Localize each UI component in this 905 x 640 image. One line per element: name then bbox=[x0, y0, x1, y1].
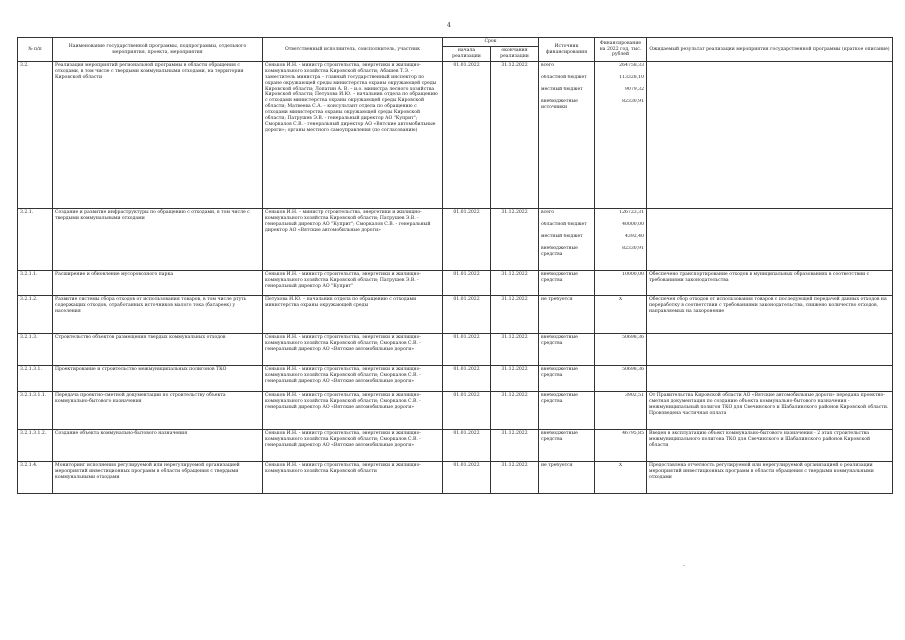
stray-mark: · bbox=[683, 563, 685, 570]
amount-list bbox=[597, 335, 644, 345]
source-label: не требуется bbox=[541, 463, 573, 468]
row-sources bbox=[539, 296, 595, 334]
row-end-date: 31.12.2022 bbox=[491, 296, 539, 334]
source-amount: 3902,51 bbox=[625, 393, 644, 398]
row-result: Предоставлена отчетность регулируемой или нерегулируемой организацией о реализации мероприятий инвестиционных программ в области обращения с твердыми коммунальными отходами bbox=[647, 462, 893, 494]
source-amount: 113328,10 bbox=[619, 75, 644, 80]
row-name: Создание и развитие инфраструктуры по обращению с отходами, в том числе с твердыми коммунальными отходами bbox=[53, 209, 263, 271]
source-amount: 82330,91 bbox=[622, 99, 644, 104]
row-amounts bbox=[595, 462, 647, 494]
source-amount: 4392,40 bbox=[625, 234, 644, 239]
source-amount: 82330,91 bbox=[622, 246, 644, 251]
source-label: внебюджетные средства bbox=[541, 367, 578, 378]
source-label: всего bbox=[541, 210, 555, 215]
source-label: всего bbox=[541, 63, 555, 68]
row-amounts bbox=[595, 296, 647, 334]
table-row bbox=[18, 430, 893, 462]
amount-list bbox=[597, 431, 644, 441]
row-start-date: 01.01.2022 bbox=[443, 366, 491, 392]
row-executor: Сеньков И.Н. - министр строительства, энергетики и жилищно-коммунального хозяйства Кировской области; Сморкалов С.В. - генеральный директор АО «Вятские автомобильные дороги» bbox=[263, 366, 443, 392]
row-amounts bbox=[595, 334, 647, 366]
header-result: Ожидаемый результат реализации мероприятия государственной программы (краткое описание) bbox=[647, 38, 893, 62]
amount-list bbox=[597, 463, 644, 473]
source-amount: Х bbox=[618, 297, 623, 302]
program-table bbox=[17, 37, 893, 494]
row-amounts bbox=[595, 392, 647, 430]
row-number: 3.2.1.3.1.1. bbox=[18, 392, 53, 430]
row-result: Введен в эксплуатацию объект коммунально-бытового назначения - 2 этап строительства межмуниципального полигона ТКО для Свечинского и Шабалинского районов Кировской области bbox=[647, 430, 893, 462]
row-number: 3.2.1. bbox=[18, 209, 53, 271]
amount-list bbox=[597, 63, 644, 111]
row-name: Строительство объектов размещения твердых коммунальных отходов bbox=[53, 334, 263, 366]
amount-list bbox=[597, 297, 644, 307]
table-row bbox=[18, 366, 893, 392]
row-executor: Сеньков И.Н. - министр строительства, энергетики и жилищно-коммунального хозяйства Кировской области; Патрушев Э.В. - генеральный директор АО "Куприт" bbox=[263, 271, 443, 296]
row-name: Создание объекта коммунально-бытового назначения bbox=[53, 430, 263, 462]
source-label: внебюджетные источники bbox=[541, 99, 578, 110]
header-name: Наименование государственной программы, подпрограммы, отдельного мероприятия, проекта, мероприятия bbox=[53, 38, 263, 62]
source-list bbox=[541, 367, 592, 381]
table-row bbox=[18, 62, 893, 209]
row-number: 3.2.1.1. bbox=[18, 271, 53, 296]
row-sources bbox=[539, 209, 595, 271]
header-source: Источник финансирования bbox=[539, 38, 595, 62]
row-amounts bbox=[595, 430, 647, 462]
header-end: окончания реализации bbox=[491, 47, 539, 62]
row-amounts bbox=[595, 62, 647, 209]
source-label: областной бюджет bbox=[541, 75, 587, 80]
row-end-date: 31.12.2022 bbox=[491, 334, 539, 366]
source-amount: 10000,00 bbox=[622, 272, 644, 277]
amount-list bbox=[597, 272, 644, 282]
source-list bbox=[541, 393, 592, 407]
amount-list bbox=[597, 367, 644, 377]
row-executor: Петухова И.Ю. – начальник отдела по обращению с отходами министерства охраны окружающей среды bbox=[263, 296, 443, 334]
row-start-date: 01.01.2022 bbox=[443, 430, 491, 462]
source-amount: Х bbox=[618, 463, 623, 468]
row-name: Расширение и обновление мусоровозного парка bbox=[53, 271, 263, 296]
row-result bbox=[647, 209, 893, 271]
row-end-date: 31.12.2022 bbox=[491, 430, 539, 462]
row-start-date: 01.01.2022 bbox=[443, 62, 491, 209]
source-amount: 40000,00 bbox=[622, 222, 644, 227]
header-num: № п/п bbox=[18, 38, 53, 62]
table-body bbox=[18, 62, 893, 494]
table-row bbox=[18, 271, 893, 296]
row-number: 3.2.1.3.1.2. bbox=[18, 430, 53, 462]
row-result bbox=[647, 62, 893, 209]
source-list bbox=[541, 210, 592, 260]
row-executor: Сеньков И.Н. - министр строительства, энергетики и жилищно-коммунального хозяйства Кировской области; Абашев Т.Э. - заместитель министра – главный государственный инспектор по охране окружающей среды министерства охраны окружающей среды Кировской области; Лопатин А. В. – и.о. министра лесного хозяйства Кировской области; Петухова И.Ю. – начальник отдела по обращению с отходами министерства охраны окружающей среды Кировской области; Матвеева С.А. – консультант отдела по обращению с отходами министерства охраны окружающей среды Кировской области; Патрушев Э.В. - генеральный директор АО "Куприт"; Сморкалов С.В. - генеральный директор АО «Вятские автомобильные дороги»; органы местного самоуправления (по согласованию) bbox=[263, 62, 443, 209]
row-end-date: 31.12.2022 bbox=[491, 209, 539, 271]
row-number: 3.2.1.3.1. bbox=[18, 366, 53, 392]
source-label: внебюджетные средства bbox=[541, 246, 578, 257]
source-label: внебюджетные средства bbox=[541, 335, 578, 346]
row-end-date: 31.12.2022 bbox=[491, 392, 539, 430]
source-amount: 264758,33 bbox=[619, 63, 644, 68]
row-end-date: 31.12.2022 bbox=[491, 271, 539, 296]
source-list bbox=[541, 63, 592, 113]
row-executor: Сеньков И.Н. - министр строительства, энергетики и жилищно-коммунального хозяйства Кировской области; Сморкалов С.В. - генеральный директор АО «Вятские автомобильные дороги» bbox=[263, 392, 443, 430]
row-sources bbox=[539, 271, 595, 296]
row-name: Мониторинг исполнения регулируемой или нерегулируемой организацией мероприятий инвестиционных программ в области обращения с твердыми коммунальными отходами bbox=[53, 462, 263, 494]
row-start-date: 01.01.2022 bbox=[443, 296, 491, 334]
row-end-date: 31.12.2022 bbox=[491, 62, 539, 209]
source-label: местный бюджет bbox=[541, 87, 583, 92]
row-number: 3.2.1.2. bbox=[18, 296, 53, 334]
row-number: 3.2. bbox=[18, 62, 53, 209]
source-list bbox=[541, 463, 592, 473]
row-start-date: 01.01.2022 bbox=[443, 462, 491, 494]
source-label: внебюджетные средства bbox=[541, 393, 578, 404]
row-sources bbox=[539, 366, 595, 392]
row-result bbox=[647, 366, 893, 392]
source-label: областной бюджет bbox=[541, 222, 587, 227]
header-amount: Финансирование на 2022 год, тыс. рублей bbox=[595, 38, 647, 62]
row-sources bbox=[539, 62, 595, 209]
header-executor: Ответственный исполнитель, соисполнитель, участник bbox=[263, 38, 443, 62]
header-term: Срок bbox=[443, 38, 539, 47]
source-label: внебюджетные средства bbox=[541, 431, 578, 442]
table-row bbox=[18, 462, 893, 494]
table-row bbox=[18, 296, 893, 334]
source-label: местный бюджет bbox=[541, 234, 583, 239]
row-start-date: 01.01.2022 bbox=[443, 334, 491, 366]
source-amount: 9079,32 bbox=[625, 87, 644, 92]
source-amount: 126723,31 bbox=[619, 210, 644, 215]
source-list bbox=[541, 297, 592, 307]
row-name: Проектирование и строительство межмуниципальных полигонов ТКО bbox=[53, 366, 263, 392]
source-list bbox=[541, 272, 592, 286]
table-row bbox=[18, 392, 893, 430]
row-name: Реализация мероприятий региональной программы в области обращения с отходами, в том числе с твердыми коммунальными отходами, на территории Кировской области bbox=[53, 62, 263, 209]
table-row bbox=[18, 209, 893, 271]
row-amounts bbox=[595, 271, 647, 296]
row-sources bbox=[539, 334, 595, 366]
table-row bbox=[18, 334, 893, 366]
row-name: Развитие системы сбора отходов от использования товаров, в том числе ртуть содержащих отходов, отработанных источников малого тока (батареек) у населения bbox=[53, 296, 263, 334]
row-sources bbox=[539, 462, 595, 494]
row-executor: Сеньков И.Н. - министр строительства, энергетики и жилищно-коммунального хозяйства Кировской области bbox=[263, 462, 443, 494]
row-executor: Сеньков И.Н. - министр строительства, энергетики и жилищно-коммунального хозяйства Кировской области; Сморкалов С.В. - генеральный директор АО «Вятские автомобильные дороги» bbox=[263, 430, 443, 462]
source-label: внебюджетные средства bbox=[541, 272, 578, 283]
source-amount: 46795,85 bbox=[622, 431, 644, 436]
source-list bbox=[541, 335, 592, 349]
amount-list bbox=[597, 393, 644, 403]
row-start-date: 01.01.2022 bbox=[443, 271, 491, 296]
row-executor: Сеньков И.Н. – министр строительства, энергетики и жилищно-коммунального хозяйства Кировской области; Патрушев Э.В. - генеральный директор АО "Куприт"; Сморкалов С.В. - генеральный директор АО «Вятские автомобильные дороги» bbox=[263, 209, 443, 271]
row-number: 3.2.1.3. bbox=[18, 334, 53, 366]
row-name: Передача проектно-сметной документации по строительству объекта коммунально-бытового назначения bbox=[53, 392, 263, 430]
source-label: не требуется bbox=[541, 297, 573, 302]
row-number: 3.2.1.4. bbox=[18, 462, 53, 494]
row-start-date: 01.01.2022 bbox=[443, 392, 491, 430]
row-end-date: 31.12.2022 bbox=[491, 462, 539, 494]
row-sources bbox=[539, 430, 595, 462]
header-start: начала реализации bbox=[443, 47, 491, 62]
source-amount: 50698,36 bbox=[622, 367, 644, 372]
source-list bbox=[541, 431, 592, 445]
row-amounts bbox=[595, 209, 647, 271]
row-end-date: 31.12.2022 bbox=[491, 366, 539, 392]
row-executor: Сеньков И.Н. - министр строительства, энергетики и жилищно-коммунального хозяйства Кировской области; Сморкалов С.В. - генеральный директор АО «Вятские автомобильные дороги» bbox=[263, 334, 443, 366]
row-result: Обеспечен сбор отходов от использования товаров с последующей передачей данных отходов на переработку в соответствии с требованиями законодательства, снижено количество отходов, направляемых на захоронение bbox=[647, 296, 893, 334]
amount-list bbox=[597, 210, 644, 258]
source-amount: 50698,36 bbox=[622, 335, 644, 340]
row-result: Обеспечено транспортирование отходов в муниципальных образованиях в соответствии с требованиями законодательства bbox=[647, 271, 893, 296]
row-start-date: 01.01.2022 bbox=[443, 209, 491, 271]
page-number: 4 bbox=[447, 22, 451, 29]
row-sources bbox=[539, 392, 595, 430]
row-result: От Правительства Кировской области АО «Вятские автомобильные дороги» передана проектно-сметная документация по созданию объекта коммунально-бытового назначения - межмуниципальный полигон ТКО для Свечинского и Шабалинского районов Кировской области. Произведена частичная оплата bbox=[647, 392, 893, 430]
row-amounts bbox=[595, 366, 647, 392]
row-result bbox=[647, 334, 893, 366]
